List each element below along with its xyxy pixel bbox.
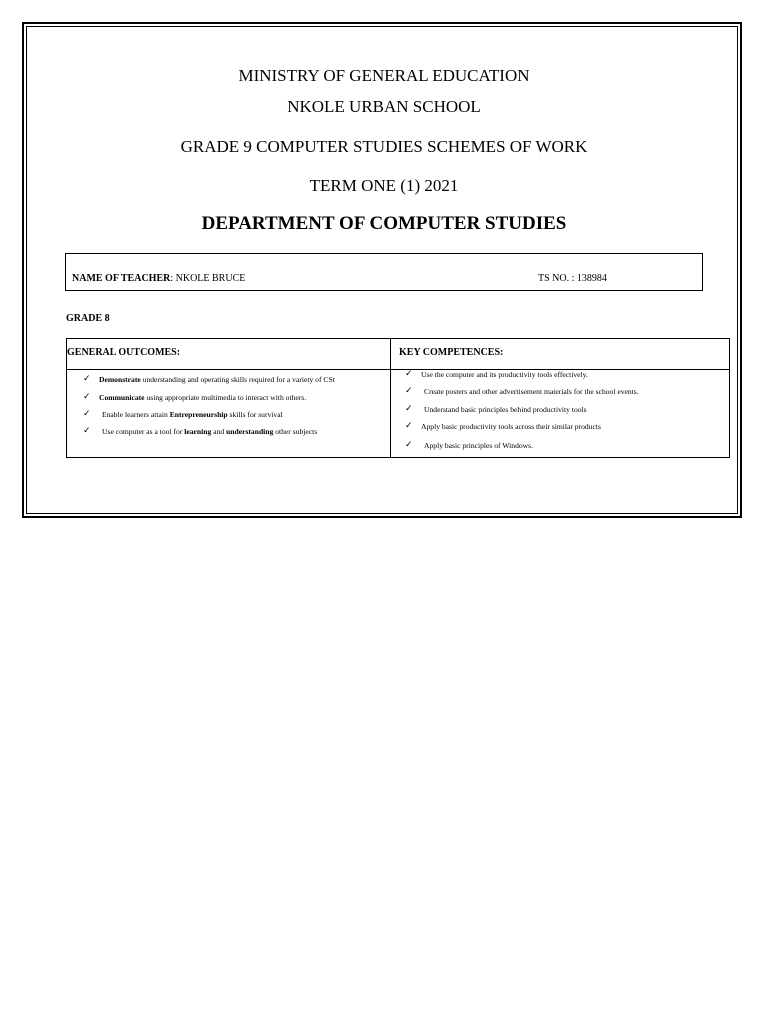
teacher-name-label: NAME OF TEACHER: [72, 273, 171, 284]
competence-text: Apply basic principles of Windows.: [424, 441, 534, 450]
outcome-bold: Demonstrate: [99, 375, 141, 384]
teacher-info-box: [65, 253, 703, 291]
teacher-name: [72, 273, 245, 284]
checkmark-icon: ✓: [83, 426, 91, 436]
ministry-title: MINISTRY OF GENERAL EDUCATION: [238, 66, 530, 85]
competence-text: Create posters and other advertisement materials for the school events.: [424, 387, 639, 396]
school-title: NKOLE URBAN SCHOOL: [287, 97, 481, 116]
outcome-bold: Entrepreneurship: [169, 410, 228, 419]
term-title: TERM ONE (1) 2021: [309, 176, 459, 195]
outcome-text: using appropriate multimedia to interact with others.: [144, 393, 307, 402]
outcome-text: Enable learners attain: [102, 410, 170, 419]
checkmark-icon: ✓: [405, 386, 413, 396]
outcome-bold: Communicate: [99, 393, 145, 402]
outcome-text: other subjects: [273, 427, 318, 436]
scheme-title: GRADE 9 COMPUTER STUDIES SCHEMES OF WORK: [180, 137, 588, 156]
department-title: DEPARTMENT OF COMPUTER STUDIES: [201, 213, 567, 234]
checkmark-icon: ✓: [83, 374, 91, 384]
outcomes-competences-table: [66, 338, 730, 458]
outcome-text: understanding and operating skills required for a variety of CSt: [140, 375, 335, 384]
checkmark-icon: ✓: [405, 421, 413, 431]
checkmark-icon: ✓: [405, 404, 413, 414]
key-competences-list: [405, 339, 725, 459]
checkmark-icon: ✓: [405, 369, 413, 379]
checkmark-icon: ✓: [83, 392, 91, 402]
general-outcomes-list: [83, 339, 383, 459]
outcome-bold: understanding: [226, 427, 274, 436]
competence-text: Understand basic principles behind productivity tools: [424, 405, 587, 414]
outcome-text: skills for survival: [227, 410, 283, 419]
outcome-bold: learning: [184, 427, 212, 436]
table-column-divider: [390, 339, 391, 457]
general-outcomes-header: GENERAL OUTCOMES:: [67, 347, 181, 358]
checkmark-icon: ✓: [405, 440, 413, 450]
key-competences-header: KEY COMPETENCES:: [399, 347, 504, 358]
outcome-text: and: [211, 427, 227, 436]
outcome-text: Use computer as a tool for: [102, 427, 185, 436]
teacher-name-value: : NKOLE BRUCE: [170, 273, 246, 284]
grade-label: GRADE 8: [66, 313, 110, 324]
checkmark-icon: ✓: [83, 409, 91, 419]
competence-text: Apply basic productivity tools across their similar products: [421, 422, 601, 431]
competence-text: Use the computer and its productivity tools effectively.: [421, 370, 588, 379]
ts-number: TS NO. : 138984: [538, 273, 607, 284]
